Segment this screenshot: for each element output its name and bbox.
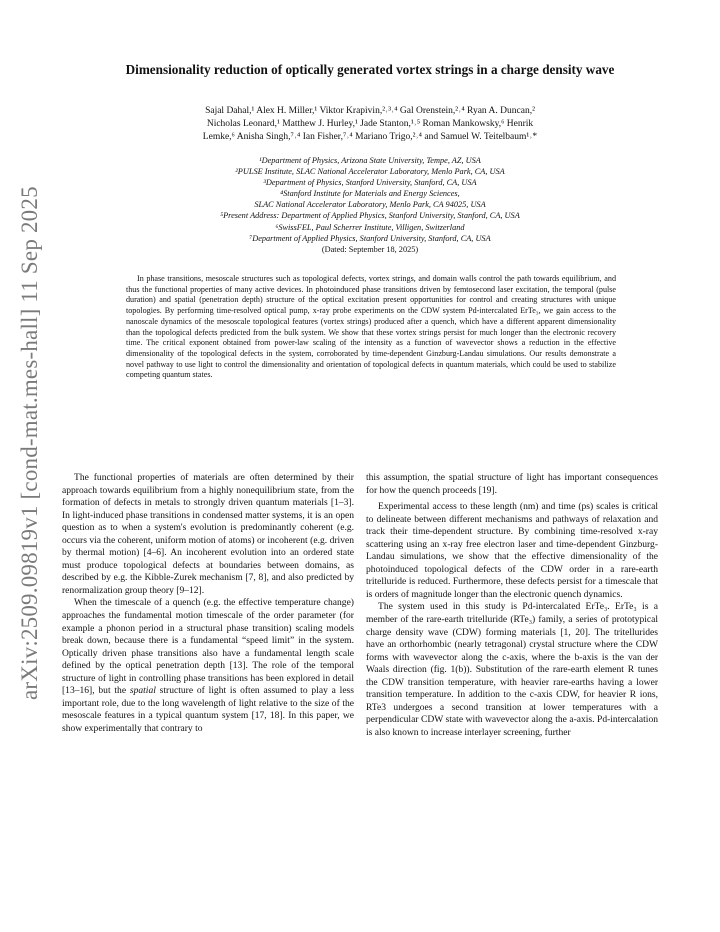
affiliation: ⁶SwissFEL, Paul Scherrer Institute, Villigen, Switzerland [275,222,465,232]
author-line: Lemke,⁶ Anisha Singh,⁷˒⁴ Ian Fisher,⁷˒⁴ Mariano Trigo,²˒⁴ and Samuel W. Teitelbaum¹˒* [202,131,538,142]
affiliation: ¹Department of Physics, Arizona State University, Tempe, AZ, USA [259,156,481,165]
paragraph: this assumption, the spatial structure of light has important consequences for how the quench proceeds [19]. [366,472,658,496]
paragraph: Experimental access to these length (nm) and time (ps) scales is critical to delineate between different mechanisms and pathways of relaxation and track their time-dependent structure. By combining time-resolved x-ray scattering using an x-ray free electron laser and time-dependent Ginzburg-Landau simulations, we show that the effective dimensionality of the photoinduced topological defects of the CDW order in a rare-earth tritelluride is reduced. Furthermore, these defects persist for a timescale that is orders of magnitude longer than the electronic quench dynamics. [366,501,658,600]
author-line: Sajal Dahal,¹ Alex H. Miller,¹ Viktor Krapivin,²˒³˒⁴ Gal Orenstein,²˒⁴ Ryan A. Duncan,² [205,106,535,116]
affiliation: ⁷Department of Applied Physics, Stanford University, Stanford, CA, USA [249,233,491,243]
date-line: (Dated: September 18, 2025) [321,244,419,254]
affiliation: ⁵Present Address: Department of Applied Physics, Stanford University, Stanford, CA, USA [220,211,520,221]
affiliation: ²PULSE Institute, SLAC National Accelerator Laboratory, Menlo Park, CA, USA [235,167,505,177]
paper-title: Dimensionality reduction of optically generated vortex strings in a charge density wave [125,62,615,77]
affiliation: ³Department of Physics, Stanford University, Stanford, CA, USA [263,178,477,188]
paragraph: The system used in this study is Pd-intercalated ErTe₃. ErTe₃ is a member of the rare-earth tritelluride (RTe₃) family, a series of prototypical charge density wave (CDW) forming materials [1, 20]. The tritellurides have an orthorhombic (nearly tetragonal) crystal structure where the CDW forms with wavevector along the c-axis, where the b-axis is the van der Waals direction (fig. 1(b)). Substitution of the rare-earth element R tunes the CDW transition temperature, with heavier rare-earths having a lower transition temperature. In addition to the c-axis CDW, for heavier R ions, RTe3 undergoes a second transition at lower temperatures with a perpendicular CDW state with wavevector along the a-axis. Pd-intercalation is also known to increase interlayer screening, further [366,601,658,738]
abstract: In phase transitions, mesoscale structures such as topological defects, vortex strings, and domain walls control the path towards equilibrium, and thus the functional properties of many active devices. In photoinduced phase transitions driven by femtosecond laser excitation, the temporal (pulse duration) and spatial (penetration depth) structure of the optical excitation present opportunities for control and creating structures with unique topologies. By performing time-resolved optical pump, x-ray probe experiments on the CDW system Pd-intercalated ErTe₃, we gain access to the nanoscale dynamics of the mesoscale topological features (vortex strings) produced after a quench, which have a different apparent dimensionality than the topological defects predicted from the bulk system. We show that these vortex strings persist for much longer than the electronic recovery time. The critical exponent obtained from power-law scaling of the intensity as a function of wavevector shows a reduction in the effective dimensionality of the topological defects in the system, corroborated by time-dependent Ginzburg-Landau simulations. Our results demonstrate a novel pathway to use light to control the dimensionality and orientation of topological defects in quantum materials, which could be used to stabilize competing quantum states. [126,274,616,380]
affiliation: ⁴Stanford Institute for Materials and Energy Sciences, [280,189,460,199]
affiliation: SLAC National Accelerator Laboratory, Menlo Park, CA 94025, USA [254,200,486,210]
author-list [110,105,630,143]
left-column [62,472,354,735]
affiliation-list [110,155,630,255]
author-line: Nicholas Leonard,¹ Matthew J. Hurley,¹ Jade Stanton,¹˒⁵ Roman Mankowsky,⁶ Henrik [206,118,534,129]
paragraph: The functional properties of materials are often determined by their approach towards equilibrium from a highly nonequilibrium state, from the formation of defects in metals to strongly driven quantum materials [1–3]. In light-induced phase transitions in condensed matter systems, it is an open question as to when a system's evolution is predominantly coherent (e.g. occurs via the coherent, uniform motion of atoms) or incoherent (e.g. driven by thermal motion) [4–6]. An incoherent evolution into an ordered state must produce topological defects at boundaries between domains, as described by e.g. the Kibble-Zurek mechanism [7, 8], and also predicted by renormalization group theory [9–12]. [62,472,354,596]
right-column [366,472,658,739]
paragraph: When the timescale of a quench (e.g. the effective temperature change) approaches the fundamental motion timescale of the order parameter (for example a phonon period in a structural phase transition) scaling models break down, because there is a fundamental “speed limit” in the system. Optically driven phase transitions also have a fundamental length scale defined by the optical penetration depth [13]. The role of the temporal structure of light in controlling phase transitions has been explored in detail [13–16], but the spatial structure of light is often assumed to play a less important role, due to the long wavelength of light relative to the size of the mesoscale features in a typical quantum system [17, 18]. In this paper, we show experimentally that contrary to [62,597,354,734]
arxiv-identifier: arXiv:2509.09819v1 [cond-mat.mes-hall] 11 Sep 2025 [17,186,42,700]
